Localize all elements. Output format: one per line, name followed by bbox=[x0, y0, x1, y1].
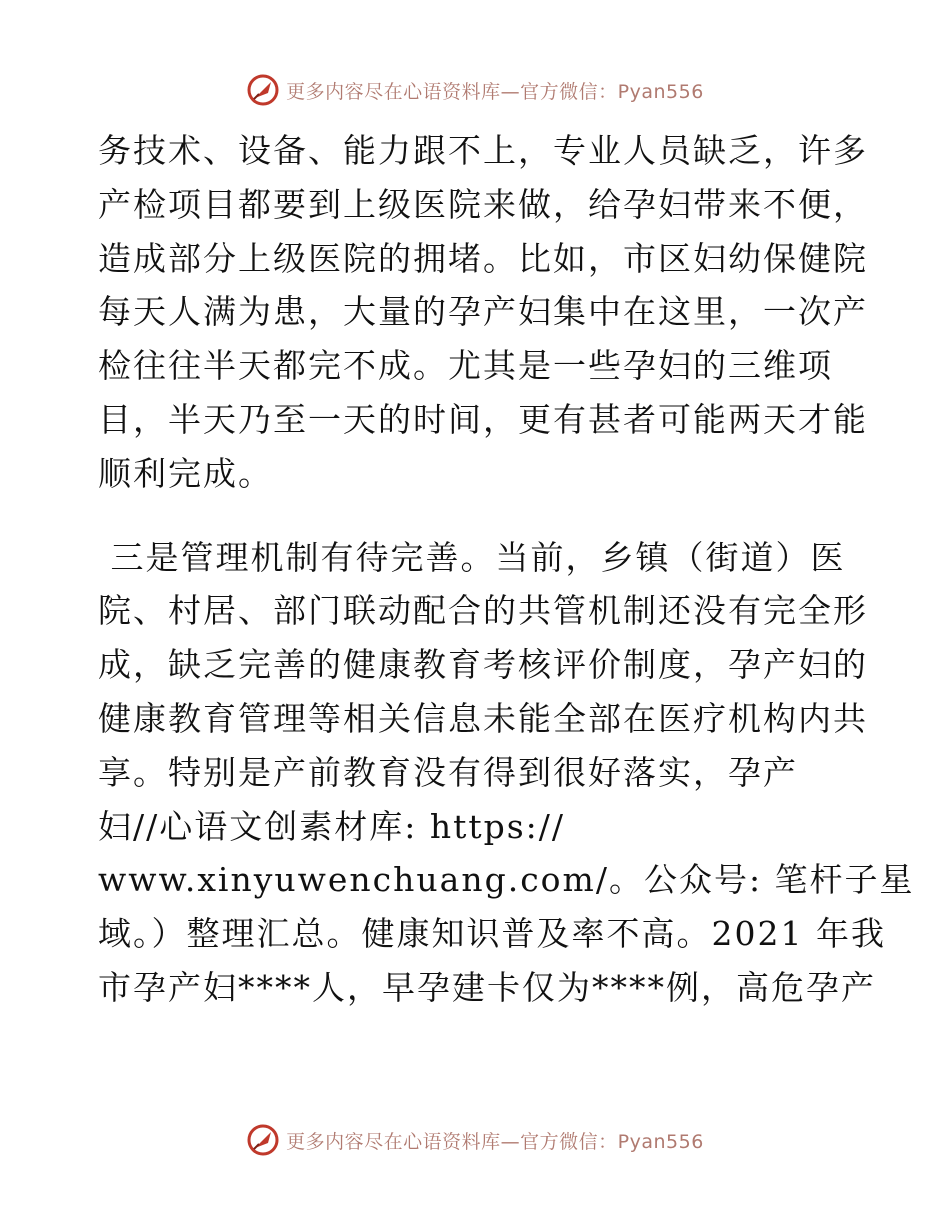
text-line: 院、村居、部门联动配合的共管机制还没有完全形 bbox=[98, 591, 868, 631]
footer-banner bbox=[0, 1120, 950, 1160]
text-line: 健康教育管理等相关信息未能全部在医疗机构内共 bbox=[98, 698, 868, 738]
text-line: 目，半天乃至一天的时间，更有甚者可能两天才能 bbox=[98, 399, 868, 439]
feather-pen-logo-icon bbox=[246, 1123, 280, 1157]
header-banner bbox=[0, 70, 950, 110]
feather-pen-logo-icon bbox=[246, 73, 280, 107]
text-line: 域。）整理汇总。健康知识普及率不高。2021 年我 bbox=[98, 914, 886, 954]
text-line: 市孕产妇****人，早孕建卡仅为****例，高危孕产 bbox=[98, 967, 876, 1007]
text-line: 妇//心语文创素材库: https:// bbox=[98, 806, 566, 846]
text-line: www.xinyuwenchuang.com/。公众号: 笔杆子星 bbox=[98, 860, 915, 900]
text-line: 享。特别是产前教育没有得到很好落实，孕产 bbox=[98, 752, 798, 792]
paragraph-gap bbox=[98, 501, 868, 531]
paragraph-2 bbox=[98, 531, 915, 1015]
footer-banner-text: 更多内容尽在心语资料库—官方微信：Pyan556 bbox=[286, 1130, 704, 1153]
document-body bbox=[98, 124, 915, 1015]
text-line: 三是管理机制有待完善。当前，乡镇（街道）医 bbox=[98, 537, 846, 577]
text-line: 造成部分上级医院的拥堵。比如，市区妇幼保健院 bbox=[98, 238, 868, 278]
text-line: 每天人满为患，大量的孕产妇集中在这里，一次产 bbox=[98, 292, 868, 332]
text-line: 产检项目都要到上级医院来做，给孕妇带来不便， bbox=[98, 184, 868, 224]
text-line: 检往往半天都完不成。尤其是一些孕妇的三维项 bbox=[98, 346, 833, 386]
text-line: 顺利完成。 bbox=[98, 453, 273, 493]
text-line: 务技术、设备、能力跟不上，专业人员缺乏，许多 bbox=[98, 131, 868, 170]
text-line: 成，缺乏完善的健康教育考核评价制度，孕产妇的 bbox=[98, 645, 868, 685]
paragraph-1 bbox=[98, 124, 868, 501]
header-banner-text: 更多内容尽在心语资料库—官方微信：Pyan556 bbox=[286, 80, 704, 103]
